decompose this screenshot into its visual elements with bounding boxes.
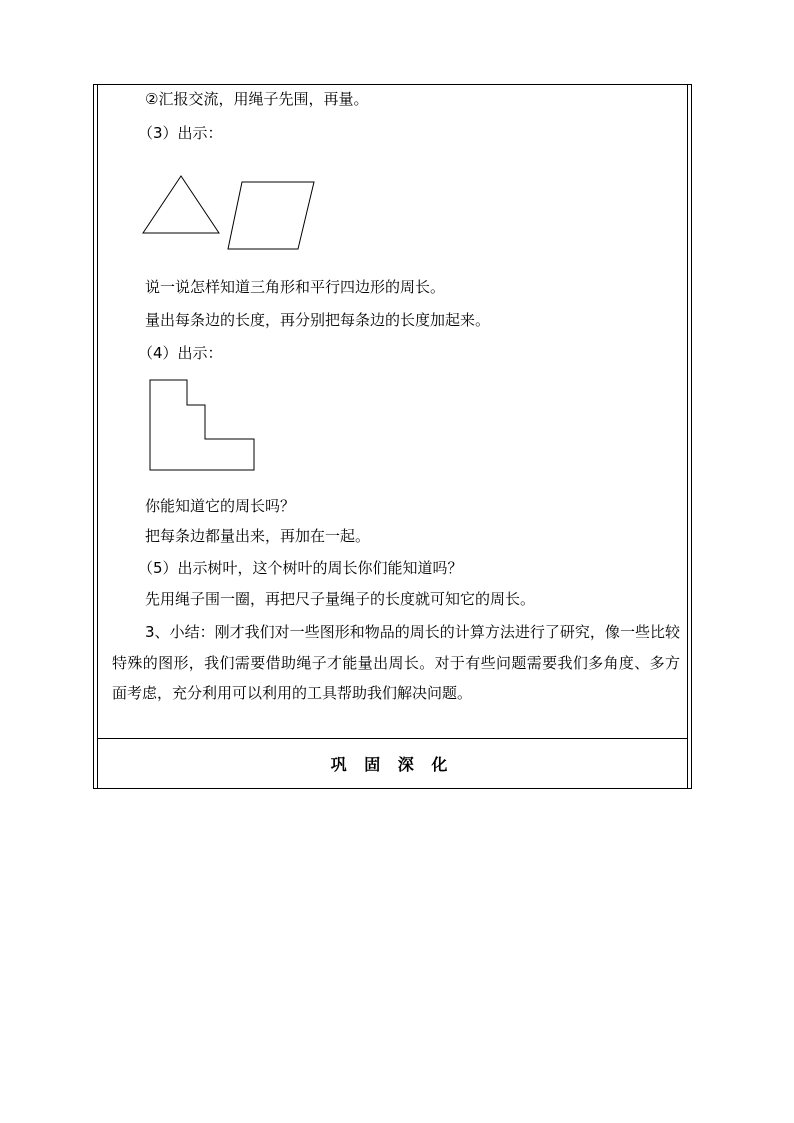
section-title: 巩 固 深 化	[330, 755, 454, 774]
summary-paragraph: 3、小结：刚才我们对一些图形和物品的周长的计算方法进行了研究，像一些比较特殊的图形，我们需要借助绳子才能量出周长。对于有些问题需要我们多角度、多方面考虑，充分利用可以利用的工具帮助我们解决问题。	[112, 623, 680, 702]
line-show-4: （4）出示：	[138, 344, 223, 362]
table-inner-right-border	[687, 84, 688, 789]
staircase-shape-figure	[148, 378, 258, 474]
section-divider	[97, 738, 687, 739]
line-how-to-know-perimeter: 说一说怎样知道三角形和平行四边形的周长。	[145, 278, 446, 296]
triangle-figure	[140, 173, 222, 237]
table-inner-left-border	[97, 84, 98, 789]
line-measure-and-add: 把每条边都量出来，再加在一起。	[145, 527, 371, 545]
line-report-exchange: ②汇报交流，用绳子先围，再量。	[145, 90, 369, 108]
line-show-3: （3）出示：	[138, 124, 223, 142]
line-show-5-leaf: （5）出示树叶，这个树叶的周长你们能知道吗？	[138, 559, 463, 577]
line-can-you-know: 你能知道它的周长吗？	[145, 497, 296, 515]
line-measure-each-side: 量出每条边的长度，再分别把每条边的长度加起来。	[145, 311, 491, 329]
parallelogram-figure	[226, 180, 318, 252]
line-rope-around: 先用绳子围一圈，再把尺子量绳子的长度就可知它的周长。	[145, 590, 536, 608]
